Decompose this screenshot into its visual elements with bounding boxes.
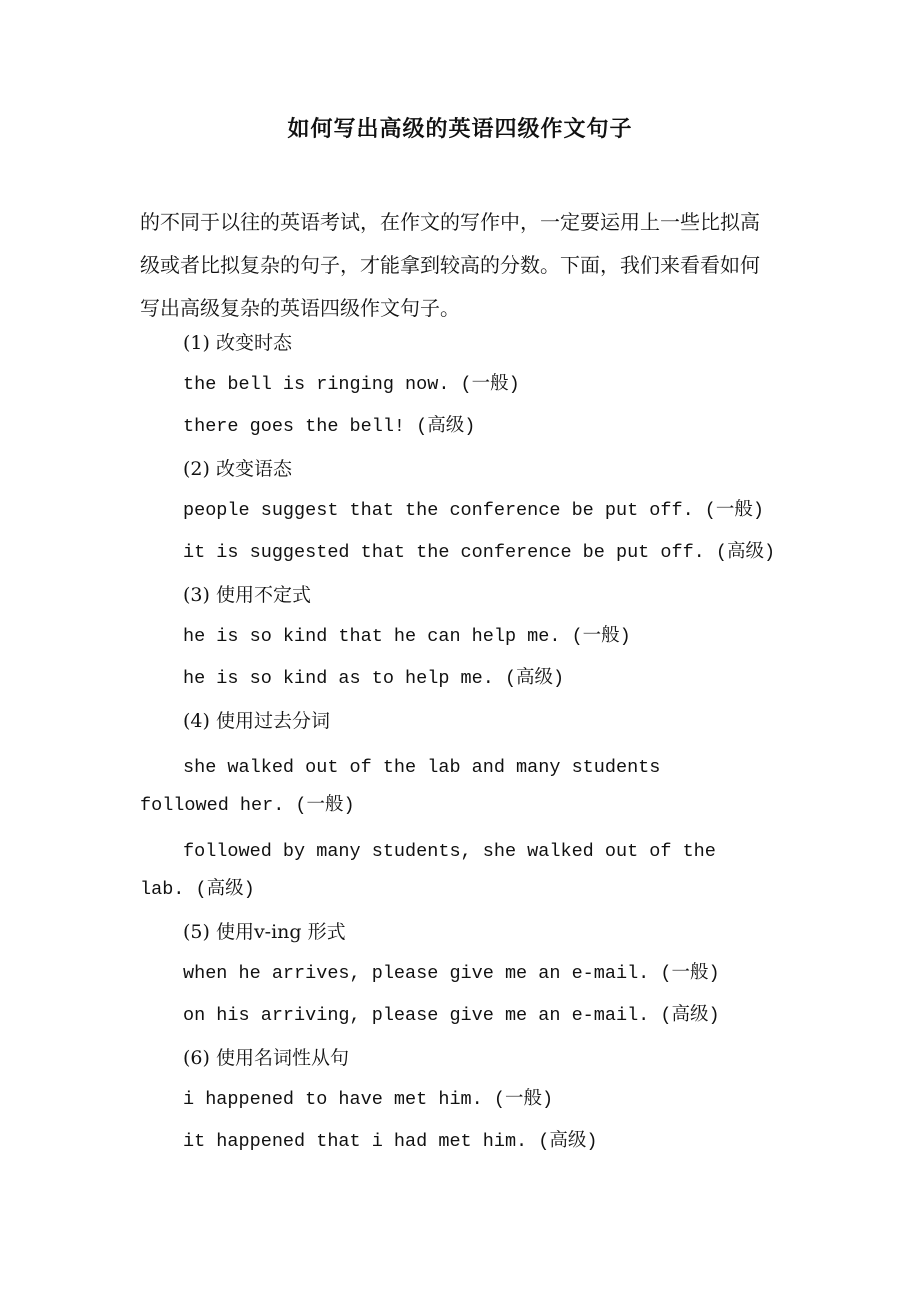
- section-3-example-basic: he is so kind that he can help me. (一般): [183, 626, 631, 647]
- section-6-example-basic: i happened to have met him. (一般): [183, 1089, 554, 1110]
- section-4-example-advanced: followed by many students, she walked out of the lab. (高级): [140, 841, 716, 900]
- section-2-heading: (2) 改变语态: [183, 458, 292, 480]
- section-3-heading: (3) 使用不定式: [183, 584, 311, 606]
- section-1-example-advanced: there goes the bell! (高级): [183, 416, 476, 437]
- section-4-example-basic: she walked out of the lab and many students followed her. (一般): [140, 757, 661, 816]
- section-4-heading: (4) 使用过去分词: [183, 710, 330, 732]
- document-title: 如何写出高级的英语四级作文句子: [287, 116, 633, 142]
- section-1-heading: (1) 改变时态: [183, 332, 292, 354]
- section-6-heading: (6) 使用名词性从句: [183, 1047, 349, 1069]
- section-5-example-advanced: on his arriving, please give me an e-mail. (高级): [183, 1005, 720, 1026]
- section-5-heading: (5) 使用v-ing 形式: [183, 921, 346, 943]
- section-1-example-basic: the bell is ringing now. (一般): [183, 374, 520, 395]
- intro-paragraph: 的不同于以往的英语考试，在作文的写作中，一定要运用上一些比拟高级或者比拟复杂的句子，才能拿到较高的分数。下面，我们来看看如何写出高级复杂的英语四级作文句子。: [140, 210, 760, 320]
- section-6-example-advanced: it happened that i had met him. (高级): [183, 1131, 598, 1152]
- section-3-example-advanced: he is so kind as to help me. (高级): [183, 668, 565, 689]
- section-5-example-basic: when he arrives, please give me an e-mail. (一般): [183, 963, 720, 984]
- section-2-example-advanced: it is suggested that the conference be put off. (高级): [183, 542, 776, 563]
- section-2-example-basic: people suggest that the conference be put off. (一般): [183, 500, 764, 521]
